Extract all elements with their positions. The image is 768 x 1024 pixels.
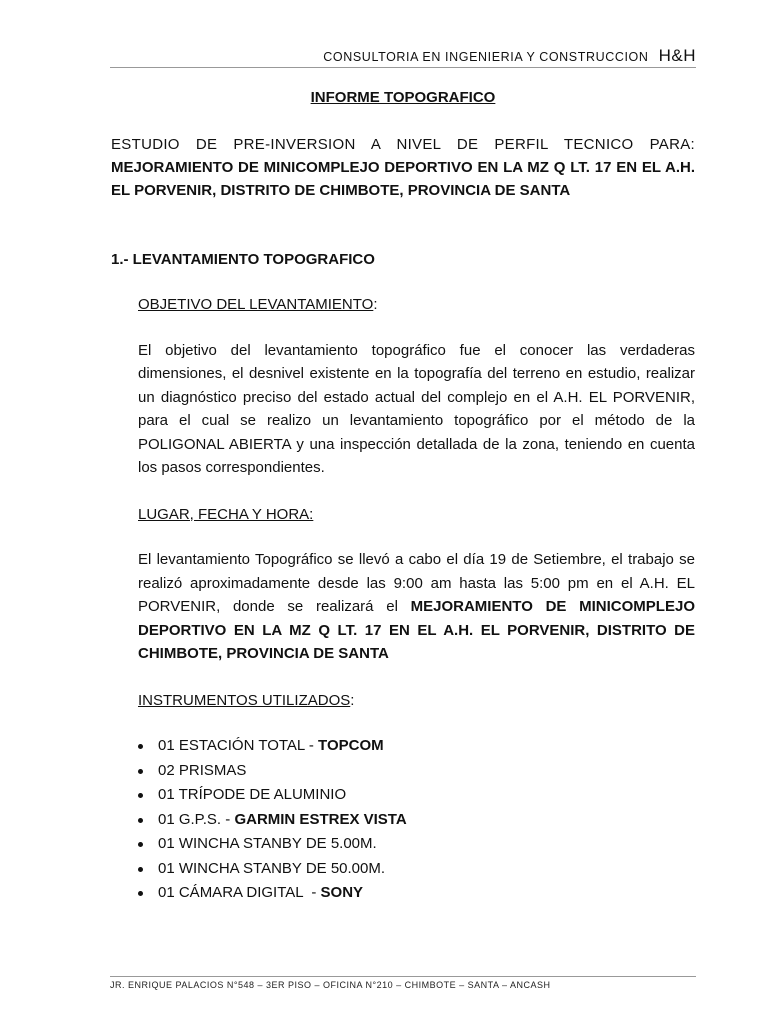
list-item: 01 WINCHA STANBY DE 50.00M. — [138, 857, 695, 882]
list-item: 01 ESTACIÓN TOTAL - TOPCOM — [138, 734, 695, 759]
intro-paragraph — [111, 133, 695, 202]
document-body — [111, 86, 695, 906]
list-item: 01 WINCHA STANBY DE 5.00M. — [138, 832, 695, 857]
objective-heading-colon: : — [373, 296, 378, 313]
bullet-icon — [138, 891, 143, 896]
instruments-heading — [111, 689, 695, 713]
place-heading: LUGAR, FECHA Y HORA: — [138, 505, 314, 523]
header-divider — [110, 67, 696, 68]
page-title: INFORME TOPOGRAFICO — [310, 89, 496, 106]
bullet-icon — [138, 769, 143, 774]
page-header — [110, 46, 696, 66]
objective-heading — [111, 293, 695, 317]
bullet-icon — [138, 842, 143, 847]
header-brand: H&H — [658, 46, 696, 65]
intro-lead: ESTUDIO DE PRE-INVERSION A NIVEL DE PERFIL TECNICO PARA: — [111, 135, 695, 153]
footer-divider — [110, 976, 696, 977]
bullet-icon — [138, 818, 143, 823]
place-text: El levantamiento Topográfico se llevó a cabo el día 19 de Setiembre, el trabajo se realizó aproximadamente desde las 9:00 am hasta las 5:00 pm en el A.H. EL PORVENIR, donde se realizará el — [138, 551, 695, 615]
instruments-heading-colon: : — [350, 691, 355, 709]
place-paragraph — [111, 548, 695, 666]
instruments-heading-text: INSTRUMENTOS UTILIZADOS — [138, 691, 351, 709]
objective-heading-text: OBJETIVO DEL LEVANTAMIENTO — [138, 296, 374, 313]
header-company: CONSULTORIA EN INGENIERIA Y CONSTRUCCION — [323, 50, 649, 64]
place-project: MEJORAMIENTO DE MINICOMPLEJO DEPORTIVO EN LA MZ Q LT. 17 EN EL A.H. EL PORVENIR, DISTRITO DE CHIMBOTE, PROVINCIA DE SANTA — [138, 598, 695, 662]
bullet-icon — [138, 793, 143, 798]
bullet-icon — [138, 867, 143, 872]
objective-paragraph: El objetivo del levantamiento topográfico fue el conocer las verdaderas dimensiones, el desnivel existente en la topografía del terreno en estudio, realizar un diagnóstico preciso del estado actual del complejo en el A.H. EL PORVENIR, para el cual se realizo un levantamiento topográfico por el método de la POLIGONAL ABIERTA y una inspección detallada de la zona, teniendo en cuenta los pasos correspondientes. — [138, 341, 695, 476]
footer-address: JR. ENRIQUE PALACIOS N°548 – 3ER PISO – OFICINA N°210 – CHIMBOTE – SANTA – ANCASH — [110, 980, 551, 990]
intro-project: MEJORAMIENTO DE MINICOMPLEJO DEPORTIVO EN LA MZ Q LT. 17 EN EL A.H. EL PORVENIR, DISTRITO DE CHIMBOTE, PROVINCIA DE SANTA — [111, 158, 695, 199]
list-item: 02 PRISMAS — [138, 759, 695, 784]
bullet-icon — [138, 744, 143, 749]
section-heading: 1.- LEVANTAMIENTO TOPOGRAFICO — [111, 250, 375, 268]
list-item: 01 CÁMARA DIGITAL - SONY — [138, 881, 695, 906]
list-item: 01 G.P.S. - GARMIN ESTREX VISTA — [138, 808, 695, 833]
list-item: 01 TRÍPODE DE ALUMINIO — [138, 783, 695, 808]
instruments-list — [111, 734, 695, 906]
